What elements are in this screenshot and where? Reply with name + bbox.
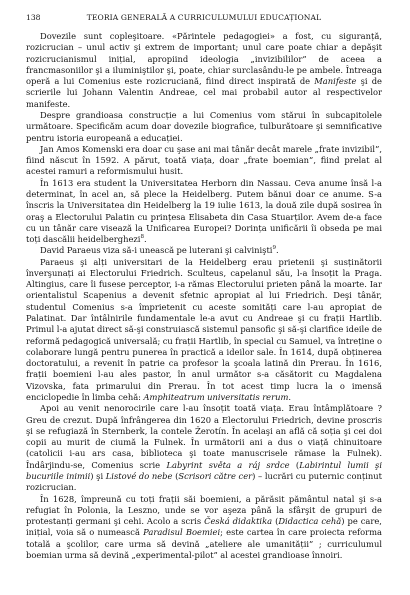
paragraph-1 xyxy=(26,31,382,110)
p7-e: ) – lucrări cu puternic conținut rozicrucian. xyxy=(26,470,382,493)
italic-labyrint: Labyrint světa a ráj srdce xyxy=(166,459,290,470)
footnote-ref-8: 8 xyxy=(140,234,144,241)
p6-b: . xyxy=(288,392,292,402)
italic-manifeste: Manifeste xyxy=(314,76,357,87)
p4-a: În 1613 era student la Universitatea Herborn din Nassau. Ceva anume însă l-a determinat, în acel an, să plece la Heidelberg. Putem bănui doar ce anume. S-a înscris la Universitatea din Heidelberg la 19 iulie 1613, la două zile după sosirea în oraş a Electorului Palatin cu prințesa Elisabeta din Casa Stuarților. Avem de-a face cu un tânăr care visează la Unificarea Europei? Dorința unificării îi obseda pe mai toți dascălii heidelberghezi xyxy=(26,177,382,245)
paragraph-4 xyxy=(26,178,382,246)
p1-a: Dovezile sunt copleşitoare. «Părintele pedagogiei» a fost, cu siguranță, rozicrucian – unul activ şi extrem de important; unul care poate chiar a depăşit rozicrucianismul inițial, apropiind ideologia „invizibililor” de aceea a francmasoniilor şi a iluminiştilor şi, poate, chiar surclasându-le pe ambele. Întreaga operă a lui Comenius este rozicruciană, fiind direct inspirată de xyxy=(26,31,382,87)
p7-b: ( xyxy=(289,459,300,470)
p8-b: ( xyxy=(272,516,279,527)
italic-paradisul: Paradisul Boemiei xyxy=(143,527,221,538)
p4-b: . xyxy=(143,234,147,245)
p1-b: şi de scrierile lui Johann Valentin Andreae, cel mai probabil autor al respectivelor manifeste. xyxy=(26,76,382,109)
italic-amphiteatrum: Amphiteatrum universitatis rerum xyxy=(143,392,289,402)
running-header xyxy=(26,12,382,24)
body-text xyxy=(26,31,382,561)
p5-b: . xyxy=(275,245,279,256)
p7-c: ) şi xyxy=(90,470,106,481)
p8-d: ; este cartea în care proiecta reforma totală a şcolilor, care urma să devină „ateliere ale umanității” ; curriculumul boemian urma să devină „experimental-pilot” al acestei grandioase înnoiri. xyxy=(26,527,382,560)
paragraph-5 xyxy=(26,245,382,256)
paragraph-8 xyxy=(26,494,382,562)
paragraph-2: Despre grandioasa construcție a lui Comenius vom stărui în subcapitolele următoare. Specificăm acum doar dovezile biografice, tulburătoare şi semnificative pentru istoria europeană a educației. xyxy=(26,109,382,143)
running-title: TEORIA GENERALĂ A CURRICULUMULUI EDUCAȚIONAL xyxy=(86,13,322,22)
page-number: 138 xyxy=(26,13,41,22)
footnote-ref-9: 9 xyxy=(272,245,276,252)
paragraph-6 xyxy=(26,257,382,404)
p7-a: Apoi au venit nenorocirile care l-au însoțit toată viața. Erau întâmplătoare ? Greu de crezut. După înfrângerea din 1620 a Electorului Friedrich, devine proscris şi se refugiază în Sternberk, la contele Žerotín. În acelaşi an află că soția şi cei doi copii au murit de ciumă la Fulnek. În următorii ani a dus o viață chinuitoare (catolicii i-au ars casa, biblioteca şi toate manuscrisele rămase la Fulnek). Îndârjindu-se, Comenius scrie xyxy=(26,403,382,470)
p8-c: ) pe care, inițial, voia să o numească xyxy=(26,516,382,538)
p5-a: David Paraeus viza să-i unească pe luterani şi calvinişti xyxy=(40,245,273,256)
italic-labirintul: Labirintul lumii şi bucuriile inimii xyxy=(26,459,382,481)
italic-ceska: Česká didaktika xyxy=(204,516,273,527)
p6-a: Paraeus şi alți universitari de la Heidelberg erau prietenii şi susținătorii înverşunați ai Electorului Friedrich. Sculteus, capelanul său, l-a însoțit la Praga. Altingius, care îi fusese perceptor, i-a rămas Electorului prieten până la moarte. Iar orientalistul Scapenius a devenit sfetnic apropiat al lui Friedrich. Deşi tânăr, studentul Comenius s-a împrietenit cu aceste somități care l-au apropiat de Palatinat. Dar întâlnirile fundamentale le-a avut cu Andreae şi cu frații Hartlib. Primul l-a ajutat direct să-şi construiască sistemul pansofic şi să-şi clarifice ideile de reformă pedagogică universală; cu frații Hartlib, în special cu Samuel, va întreține o colaborare lungă pentru punerea în practică a ideilor sale. În 1614, după obținerea doctoratului, a revenit în patrie ca profesor la şcoala latină din Prerau. În 1616, frații boemieni l-au ales pastor, în anul următor s-a căsătorit cu Magdalena Vizovska, fata primarului din Prerau. În tot acest timp lucra la o imensă enciclopedie în limba cehă: xyxy=(26,256,382,402)
italic-listove: Listové do nebe xyxy=(105,470,173,481)
paragraph-7 xyxy=(26,403,382,493)
paragraph-3: Jan Amos Komenski era doar cu şase ani mai tânăr decât marele „frate invizibil”, fiind născut în 1592. A părut, toată viața, doar „frate boemian”, fiind prelat al acestei ramuri a reformismului husit. xyxy=(26,143,382,177)
p8-a: În 1628, împreună cu toți frații săi boemieni, a părăsit pământul natal şi s-a refugiat în Polonia, la Leszno, unde se vor aşeza până la sfârşit de grupuri de protestanți germani şi cehi. Acolo a scris xyxy=(26,493,382,527)
italic-scrisori: Scrisori către cer xyxy=(178,470,253,481)
italic-didactica: Didactica cehă xyxy=(278,516,342,527)
p7-d: ( xyxy=(172,470,179,481)
